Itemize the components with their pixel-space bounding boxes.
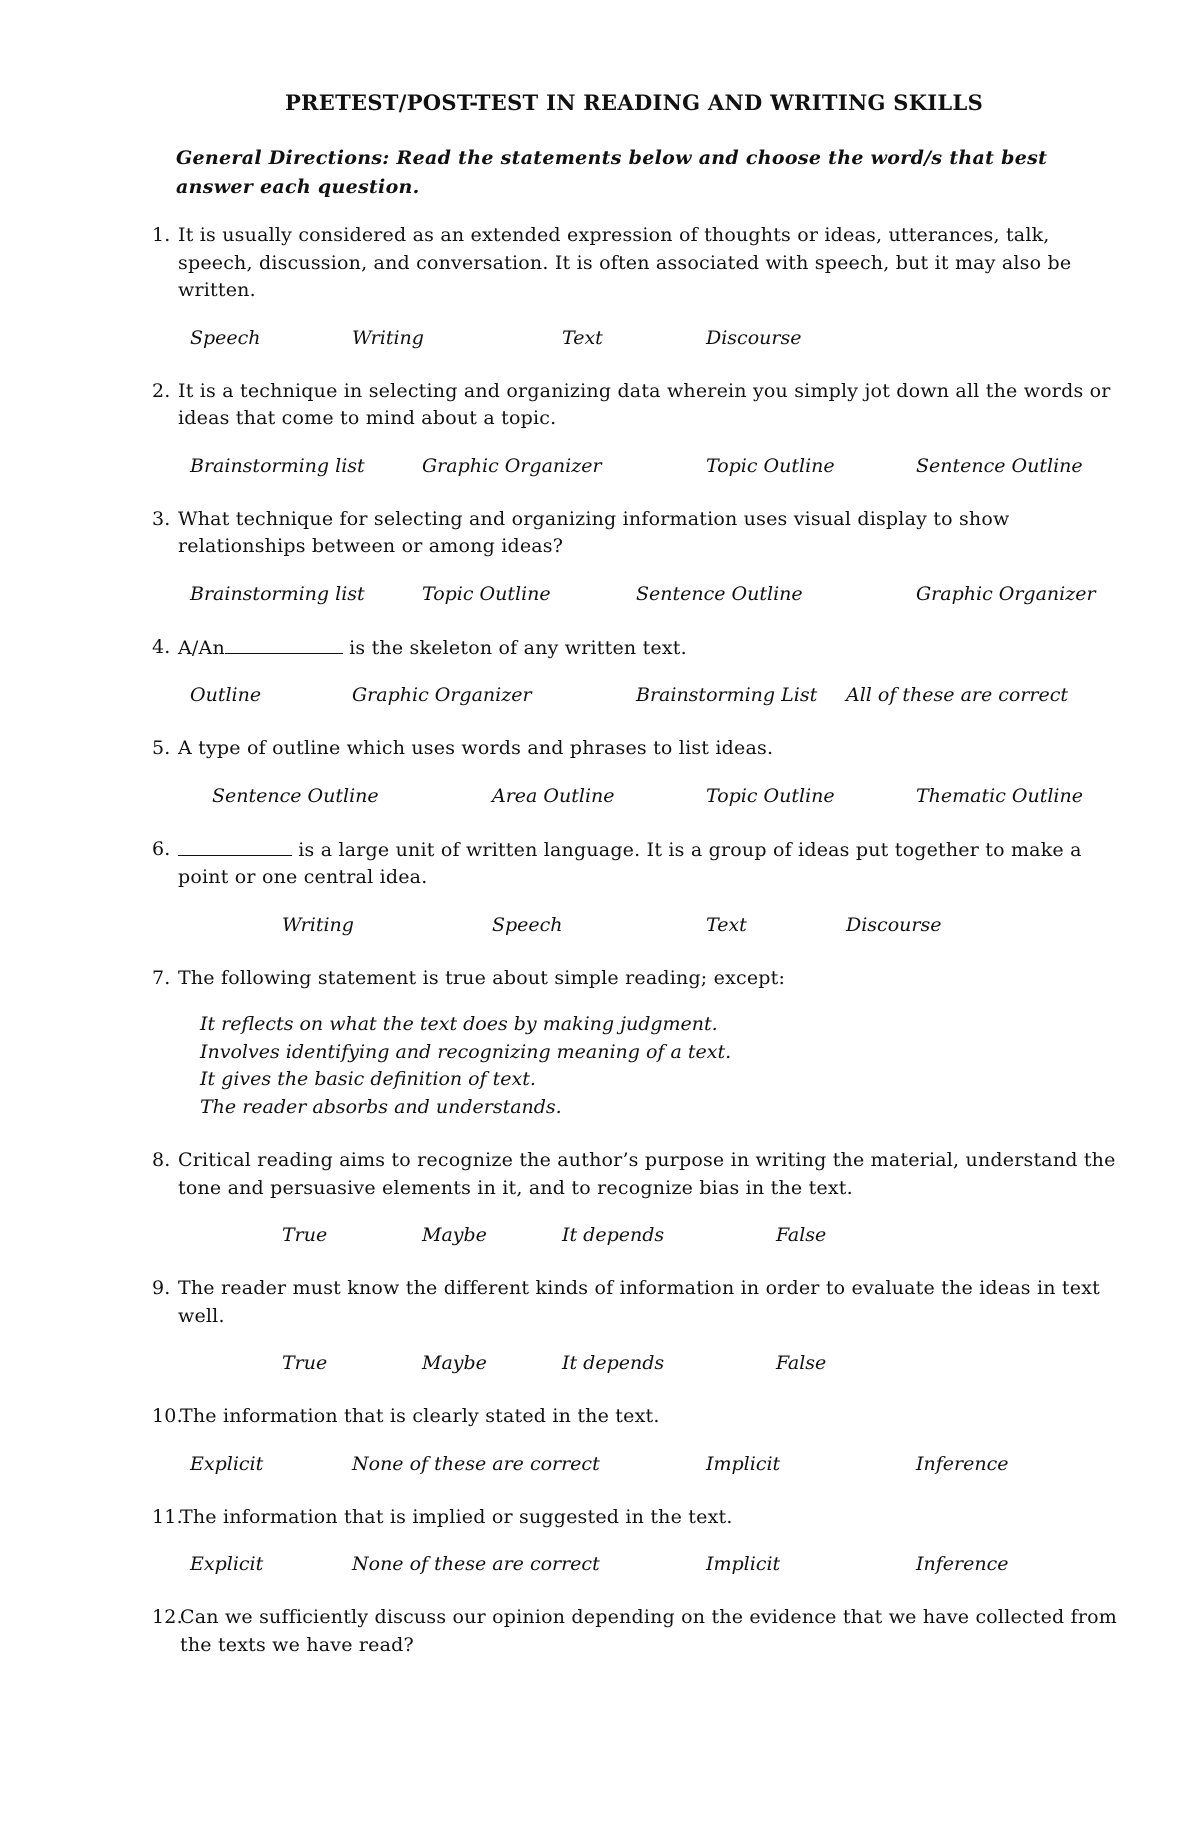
statement-option: Involves identifying and recognizing meaning of a text. [200,1040,732,1063]
question-item [152,222,1128,352]
answer-choice: Inference [916,1553,1009,1575]
question-text [178,836,1128,892]
question-number: 1. [152,224,171,246]
answer-choice: All of these are correct [846,684,1069,706]
question-number: 12. [152,1606,183,1628]
answer-choice: It depends [562,1224,665,1246]
answer-blank [178,836,292,856]
answer-choices [176,1550,1128,1578]
answer-choice: Topic Outline [422,582,551,605]
question-number: 4. [152,635,171,658]
question-stem: A/An [178,636,225,659]
question-number: 11. [152,1505,183,1528]
question-stem: What technique for selecting and organizing information uses visual display to show relationships between or among ideas? [178,507,1010,557]
answer-choice: Sentence Outline [212,784,379,807]
question-stem: Can we sufficiently discuss our opinion depending on the evidence that we have collected from the texts we have read? [180,1606,1118,1656]
answer-choice: True [282,1352,328,1374]
answer-choice: Brainstorming list [190,582,365,605]
answer-choice: Text [706,913,747,936]
question-item [152,634,1128,710]
answer-choices [176,782,1128,810]
question-text [180,1504,1128,1532]
answer-choice: Topic Outline [706,784,835,807]
answer-choice: None of these are correct [352,1452,600,1475]
question-stem: Critical reading aims to recognize the author’s purpose in writing the material, understand the tone and persuasive elements in it, and to recognize bias in the text. [178,1149,1116,1199]
answer-choices [176,1221,1128,1249]
statement-options [200,1011,1128,1121]
answer-choice: Inference [916,1452,1009,1475]
question-item [152,965,1128,1122]
answer-choice: Implicit [706,1452,781,1475]
answer-choices [176,1349,1128,1377]
answer-choice: Topic Outline [706,454,835,477]
question-stem: It is a technique in selecting and organizing data wherein you simply jot down all the words or ideas that come to mind about a topic. [178,379,1111,429]
answer-choice: It depends [562,1352,665,1374]
question-text [178,222,1128,305]
answer-choice: Maybe [422,1224,487,1246]
question-stem: A type of outline which uses words and phrases to list ideas. [178,737,774,759]
answer-choice: None of these are correct [352,1553,600,1575]
question-stem: The following statement is true about simple reading; except: [178,966,786,989]
question-stem: The reader must know the different kinds of information in order to evaluate the ideas in text well. [178,1277,1100,1327]
question-item [152,836,1128,939]
answer-choice: Brainstorming list [190,454,365,477]
answer-choices [176,1450,1128,1478]
answer-choice: Speech [190,326,261,349]
answer-choice: Graphic Organizer [352,684,532,706]
answer-choice: Graphic Organizer [422,454,602,477]
question-text [180,1403,1128,1431]
answer-choice: Maybe [422,1352,487,1374]
answer-choice: Area Outline [492,784,615,807]
statement-option: It gives the basic definition of text. [200,1068,536,1090]
answer-choice: Outline [190,684,262,706]
question-stem-continued: is a large unit of written language. It is a group of ideas put together to make a point or one central idea. [178,838,1082,888]
answer-choice: True [282,1224,328,1246]
question-text [178,506,1128,561]
answer-choice: Implicit [706,1553,781,1575]
question-item [152,1403,1128,1478]
answer-choice: Discourse [846,913,942,936]
question-stem: The information that is clearly stated in the text. [180,1405,660,1427]
answer-choice: Discourse [706,326,802,349]
question-stem-continued: is the skeleton of any written text. [342,636,687,659]
answer-choices [176,681,1128,709]
question-stem: The information that is implied or suggested in the text. [180,1505,733,1528]
answer-choices [176,580,1128,608]
question-item [152,506,1128,608]
answer-choices [176,911,1128,939]
question-text [180,1604,1128,1659]
question-text [178,965,1128,993]
answer-choice: Text [562,326,603,349]
answer-choice: Speech [492,913,563,936]
answer-choice: Explicit [190,1553,264,1575]
answer-choice: Writing [282,913,354,936]
general-directions: General Directions: Read the statements below and choose the word/s that best answer each question. [176,147,1048,198]
question-text [178,378,1128,433]
page-title: PRETEST/POST-TEST IN READING AND WRITING SKILLS [284,90,984,115]
answer-choice: Sentence Outline [916,454,1083,477]
question-item [152,1275,1128,1377]
answer-choice: Graphic Organizer [916,582,1096,605]
question-number: 7. [152,966,171,989]
statement-option: The reader absorbs and understands. [200,1095,562,1118]
question-number: 5. [152,737,171,759]
question-item [152,735,1128,810]
question-number: 8. [152,1149,171,1171]
statement-option: It reflects on what the text does by making judgment. [200,1013,718,1035]
answer-choice: Brainstorming List [636,684,818,706]
question-item [152,1604,1128,1659]
question-number: 10. [152,1405,183,1427]
question-number: 6. [152,837,171,860]
question-text [178,634,1128,663]
question-text [178,1147,1128,1202]
answer-choice: False [776,1352,827,1374]
answer-choices [176,452,1128,480]
question-number: 9. [152,1277,171,1299]
question-stem: It is usually considered as an extended expression of thoughts or ideas, utterances, talk, speech, discussion, and conversation. It is often associated with speech, but it may also be written. [178,224,1072,301]
answer-blank [225,634,343,654]
answer-choices [176,324,1128,352]
question-number: 3. [152,507,171,530]
question-text [178,1275,1128,1330]
answer-choice: Thematic Outline [916,784,1083,807]
answer-choice: Explicit [190,1452,264,1475]
question-number: 2. [152,379,171,402]
question-item [152,378,1128,480]
answer-choice: Sentence Outline [636,582,803,605]
answer-choice: False [776,1224,827,1246]
question-text [178,735,1128,763]
question-list [152,222,1128,1659]
answer-choice: Writing [352,326,424,349]
question-item [152,1504,1128,1579]
question-item [152,1147,1128,1249]
